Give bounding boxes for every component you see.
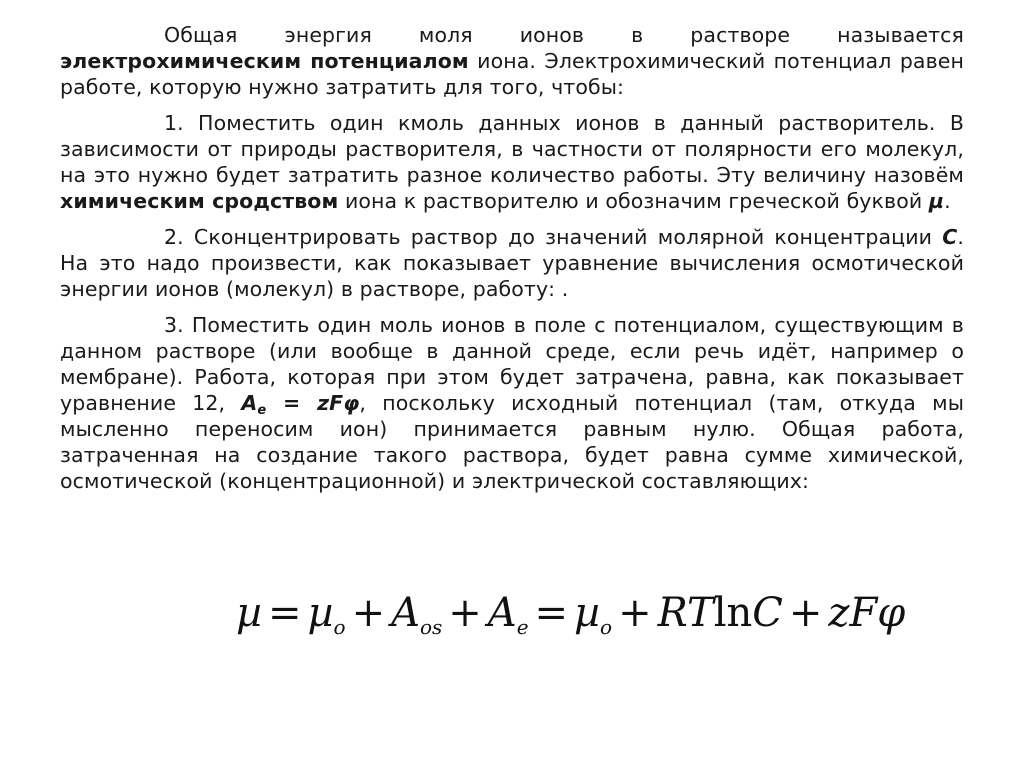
text: 2. Сконцентрировать раствор до значений молярной концентрации (164, 225, 943, 249)
text: иона к растворителю и обозначим греческой буквой (338, 189, 929, 213)
symbol-mu: µ (928, 189, 945, 213)
formula-mu: µ (236, 590, 262, 636)
text: . (944, 189, 951, 213)
paragraph-intro (60, 22, 964, 100)
formula-aos: A (391, 590, 420, 636)
formula-mu0-sub: o (333, 615, 346, 639)
formula-equals: = (534, 590, 569, 636)
formula-mu0: µ (574, 590, 601, 636)
formula-ae: A (487, 590, 517, 636)
paragraph-step-1 (60, 110, 964, 214)
document-body (60, 22, 964, 504)
formula-aos-sub: os (419, 615, 443, 639)
formula-c: C (752, 590, 783, 636)
formula-ln: ln (713, 590, 753, 636)
formula-plus: + (351, 590, 386, 636)
paragraph-step-3 (60, 312, 964, 494)
text: иона. Электрохимический потенциал равен работе, которую нужно затратить для того, чтобы: (60, 49, 964, 99)
formula-mu0-sub: o (600, 615, 613, 639)
formula-zf-phi: zFφ (828, 590, 906, 636)
text: 3. Поместить один моль ионов в поле с потенциалом, существующим в данном растворе (или вообще в данной среде, если речь идёт, например о мембране). Работа, которая при этом будет затрачена, равна, как показывает уравнение 12, (60, 313, 964, 415)
formula-rt: RT (657, 590, 714, 636)
formula-mu0: µ (307, 590, 334, 636)
formula-plus: + (788, 590, 823, 636)
eq-rest: = zFφ (266, 391, 360, 415)
formula-plus: + (618, 590, 652, 636)
formula-equals: = (268, 590, 302, 636)
text: Общая энергия моля ионов в растворе называется (164, 23, 964, 47)
term-chemical-affinity: химическим сродством (60, 189, 339, 213)
eq-a: A (241, 391, 258, 415)
inline-equation (241, 391, 360, 418)
term-electrochemical-potential: электрохимическим потенциалом (60, 49, 469, 73)
paragraph-step-2 (60, 224, 964, 302)
eq-a-sub: e (257, 403, 267, 418)
text: . На это надо произвести, как показывает уравнение вычисления осмотической энергии ионов (молекул) в растворе, работу: . (60, 225, 964, 301)
text: 1. Поместить один кмоль данных ионов в данный растворитель. В зависимости от природы растворителя, в частности от полярности его молекул, на это нужно будет затратить разное количество работы. Эту величину назовём (60, 111, 964, 187)
formula-ae-sub: e (516, 615, 529, 639)
symbol-c: C (942, 225, 958, 249)
text: , поскольку исходный потенциал (там, откуда мы мысленно переносим ион) принимается равным нулю. Общая работа, затраченная на создание такого раствора, будет равна сумме химической, осмотической (концентрационной) и электрической составляющих: (60, 391, 965, 493)
formula-plus: + (448, 590, 482, 636)
